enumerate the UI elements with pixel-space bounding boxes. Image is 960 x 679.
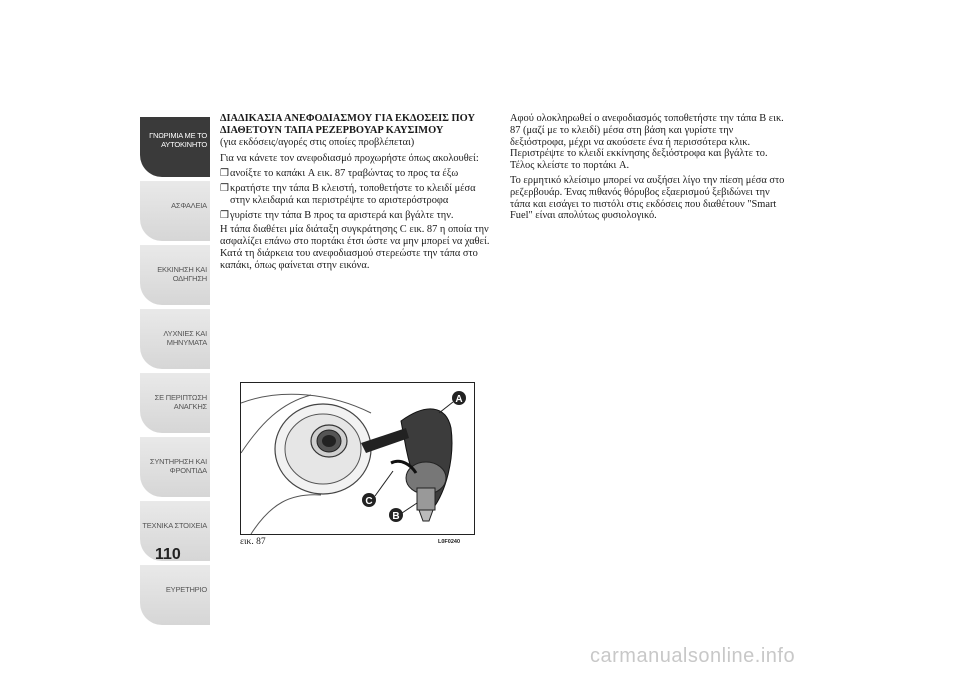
checkbox-bullet-icon: ❒ (220, 168, 229, 180)
list-item: ❒ γυρίστε την τάπα B προς τα αριστερά και βγάλτε την. (220, 209, 454, 221)
tab-index[interactable]: ΕΥΡΕΤΗΡΙΟ (140, 565, 210, 625)
fuel-cap-figure (240, 382, 475, 535)
figure-code: L0F0240 (438, 539, 461, 545)
tab-technical-data[interactable]: ΤΕΧΝΙΚΑ ΣΤΟΙΧΕΙΑ (140, 501, 210, 561)
page-number: 110 (155, 546, 181, 563)
body-paragraph: Η τάπα διαθέτει μία διάταξη συγκράτησης C εικ. 87 η οποία την ασφαλίζει επάνω στο πορτάκι έτσι ώστε να μην μπορεί να χαθεί. Κατά τη διάρκεια του ανεφοδιασμού στερεώστε την τάπα στο καπάκι, όπως φαίνεται στην εικόνα. (220, 224, 490, 271)
tab-lights-messages[interactable]: ΛΥΧΝΙΕΣ ΚΑΙ ΜΗΝΥΜΑΤΑ (140, 309, 210, 369)
fuel-cap-illustration (241, 383, 474, 534)
callout-b-label: B (392, 511, 400, 522)
callout-c-label: C (365, 496, 373, 507)
tab-emergency[interactable]: ΣΕ ΠΕΡΙΠΤΩΣΗ ΑΝΑΓΚΗΣ (140, 373, 210, 433)
intro-paragraph: Για να κάνετε τον ανεφοδιασμό προχωρήστε όπως ακολουθεί: (220, 153, 479, 165)
checkbox-bullet-icon: ❒ (220, 182, 229, 194)
section-title: ΔΙΑΔΙΚΑΣΙΑ ΑΝΕΦΟΔΙΑΣΜΟΥ ΓΙΑ ΕΚΔΟΣΕΙΣ ΠΟΥ ΔΙΑΘΕΤΟΥΝ ΤΑΠΑ ΡΕΖΕΡΒΟΥΑΡ ΚΑΥΣΙΜΟΥ (220, 113, 475, 136)
tab-safety[interactable]: ΑΣΦΑΛΕΙΑ (140, 181, 210, 241)
right-column (510, 113, 785, 225)
section-subtitle: (για εκδόσεις/αγορές στις οποίες προβλέπεται) (220, 136, 415, 148)
tab-getting-to-know-car[interactable]: ΓΝΩΡΙΜΙΑ ΜΕ ΤΟ ΑΥΤΟΚΙΝΗΤΟ (140, 117, 210, 177)
list-item: ❒ ανοίξτε το καπάκι A εικ. 87 τραβώντας το προς τα έξω (220, 168, 459, 180)
list-item: ❒ κρατήστε την τάπα B κλειστή, τοποθετήστε το κλειδί μέσα στην κλειδαριά και περιστρέψτε το αριστερόστροφα (220, 182, 476, 206)
checkbox-bullet-icon: ❒ (220, 209, 229, 221)
left-column (220, 113, 495, 275)
watermark: carmanualsonline.info (590, 645, 796, 667)
tab-starting-driving[interactable]: ΕΚΚΙΝΗΣΗ ΚΑΙ ΟΔΗΓΗΣΗ (140, 245, 210, 305)
tab-maintenance[interactable]: ΣΥΝΤΗΡΗΣΗ ΚΑΙ ΦΡΟΝΤΙΔΑ (140, 437, 210, 497)
body-paragraph: Το ερμητικό κλείσιμο μπορεί να αυξήσει λίγο την πίεση μέσα στο ρεζερβουάρ. Ένας πιθανός θόρυβος εξαερισμού ξεβιδώνει την τάπα και εισάγει το πιστόλι στις εκδόσεις που διαθέτουν "Smart Fuel" είναι απολύτως φυσιολογικό. (510, 174, 785, 222)
body-paragraph: Αφού ολοκληρωθεί ο ανεφοδιασμός τοποθετήστε την τάπα B εικ. 87 (μαζί με το κλειδί) μέσα στη βάση και γυρίστε την δεξιόστροφα, μέχρι να ακούσετε ένα ή περισσότερα κλικ. Περιστρέψτε το κλειδί εκκίνησης δεξιόστροφα και βγάλτε το. Τέλος κλείστε το πορτάκι A. (510, 113, 784, 172)
figure-caption: εικ. 87 (240, 537, 266, 547)
callout-a-label: A (455, 394, 463, 405)
